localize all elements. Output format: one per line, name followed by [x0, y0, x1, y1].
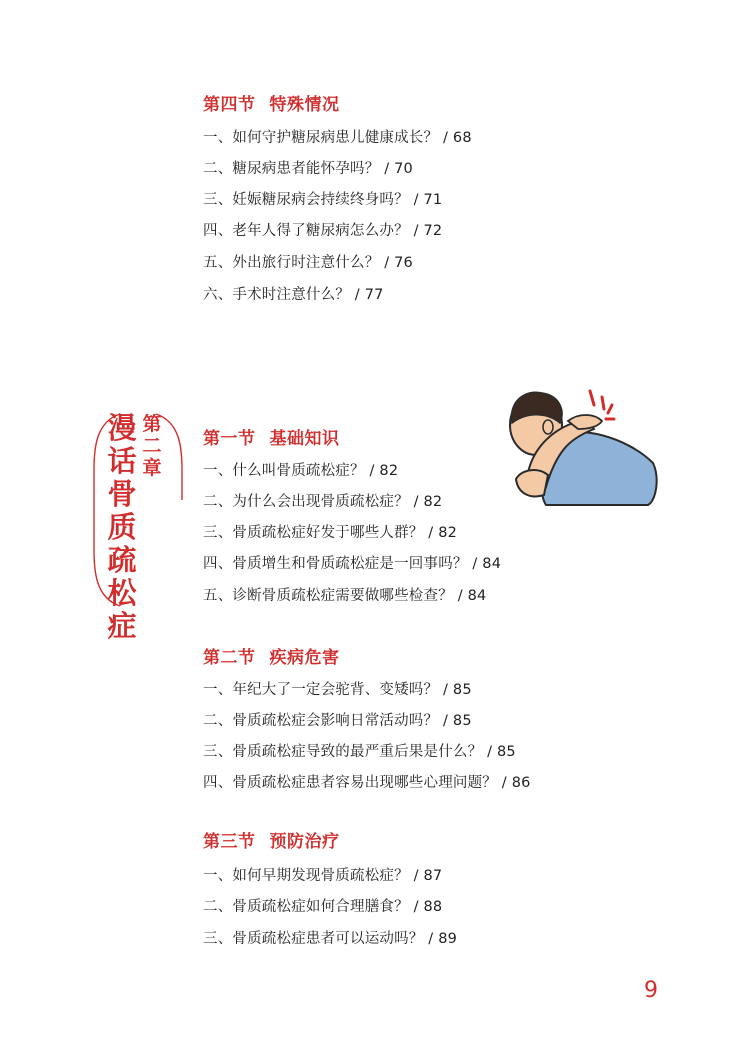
toc-item[interactable]: 四、骨质增生和骨质疏松症是一回事吗？ / 84	[203, 556, 502, 572]
toc-item[interactable]: 五、诊断骨质疏松症需要做哪些检查？ / 84	[203, 588, 487, 604]
chapter-title: 漫 话 骨 质 疏 松 症	[107, 411, 137, 643]
section-title-prevention-treatment	[203, 827, 340, 852]
neck-pain-person-icon	[498, 383, 668, 508]
section-number: 第四节	[203, 95, 256, 115]
toc-item[interactable]: 三、骨质疏松症好发于哪些人群？ / 82	[203, 525, 458, 541]
section-title-disease-harm	[203, 643, 340, 668]
section-number: 第三节	[203, 832, 256, 852]
chapter-label: 第 二 章	[142, 413, 162, 479]
toc-item[interactable]: 五、外出旅行时注意什么？ / 76	[203, 255, 413, 271]
toc-item[interactable]: 二、骨质疏松症会影响日常活动吗？ / 85	[203, 713, 472, 729]
section-title-basic-knowledge	[203, 424, 340, 449]
section-title-special-situations	[203, 90, 340, 115]
toc-item[interactable]: 一、什么叫骨质疏松症？ / 82	[203, 463, 399, 479]
toc-item[interactable]: 四、骨质疏松症患者容易出现哪些心理问题？ / 86	[203, 775, 531, 791]
toc-item[interactable]: 一、如何守护糖尿病患儿健康成长？ / 68	[203, 130, 472, 146]
section-name: 疾病危害	[269, 648, 340, 668]
section-name: 基础知识	[269, 429, 340, 449]
section-name: 预防治疗	[269, 832, 340, 852]
toc-item[interactable]: 三、妊娠糖尿病会持续终身吗？ / 71	[203, 192, 443, 208]
section-number: 第一节	[203, 429, 256, 449]
toc-item[interactable]: 六、手术时注意什么？ / 77	[203, 287, 384, 303]
toc-item[interactable]: 四、老年人得了糖尿病怎么办？ / 72	[203, 223, 443, 239]
section-name: 特殊情况	[269, 95, 340, 115]
toc-item[interactable]: 一、如何早期发现骨质疏松症？ / 87	[203, 868, 443, 884]
toc-item[interactable]: 二、骨质疏松症如何合理膳食？ / 88	[203, 899, 443, 915]
toc-item[interactable]: 二、为什么会出现骨质疏松症？ / 82	[203, 494, 443, 510]
page-number: 9	[644, 978, 658, 1003]
toc-item[interactable]: 二、糖尿病患者能怀孕吗？ / 70	[203, 161, 413, 177]
toc-item[interactable]: 一、年纪大了一定会驼背、变矮吗？ / 85	[203, 682, 472, 698]
section-number: 第二节	[203, 648, 256, 668]
toc-item[interactable]: 三、骨质疏松症患者可以运动吗？ / 89	[203, 931, 458, 947]
toc-item[interactable]: 三、骨质疏松症导致的最严重后果是什么？ / 85	[203, 744, 516, 760]
